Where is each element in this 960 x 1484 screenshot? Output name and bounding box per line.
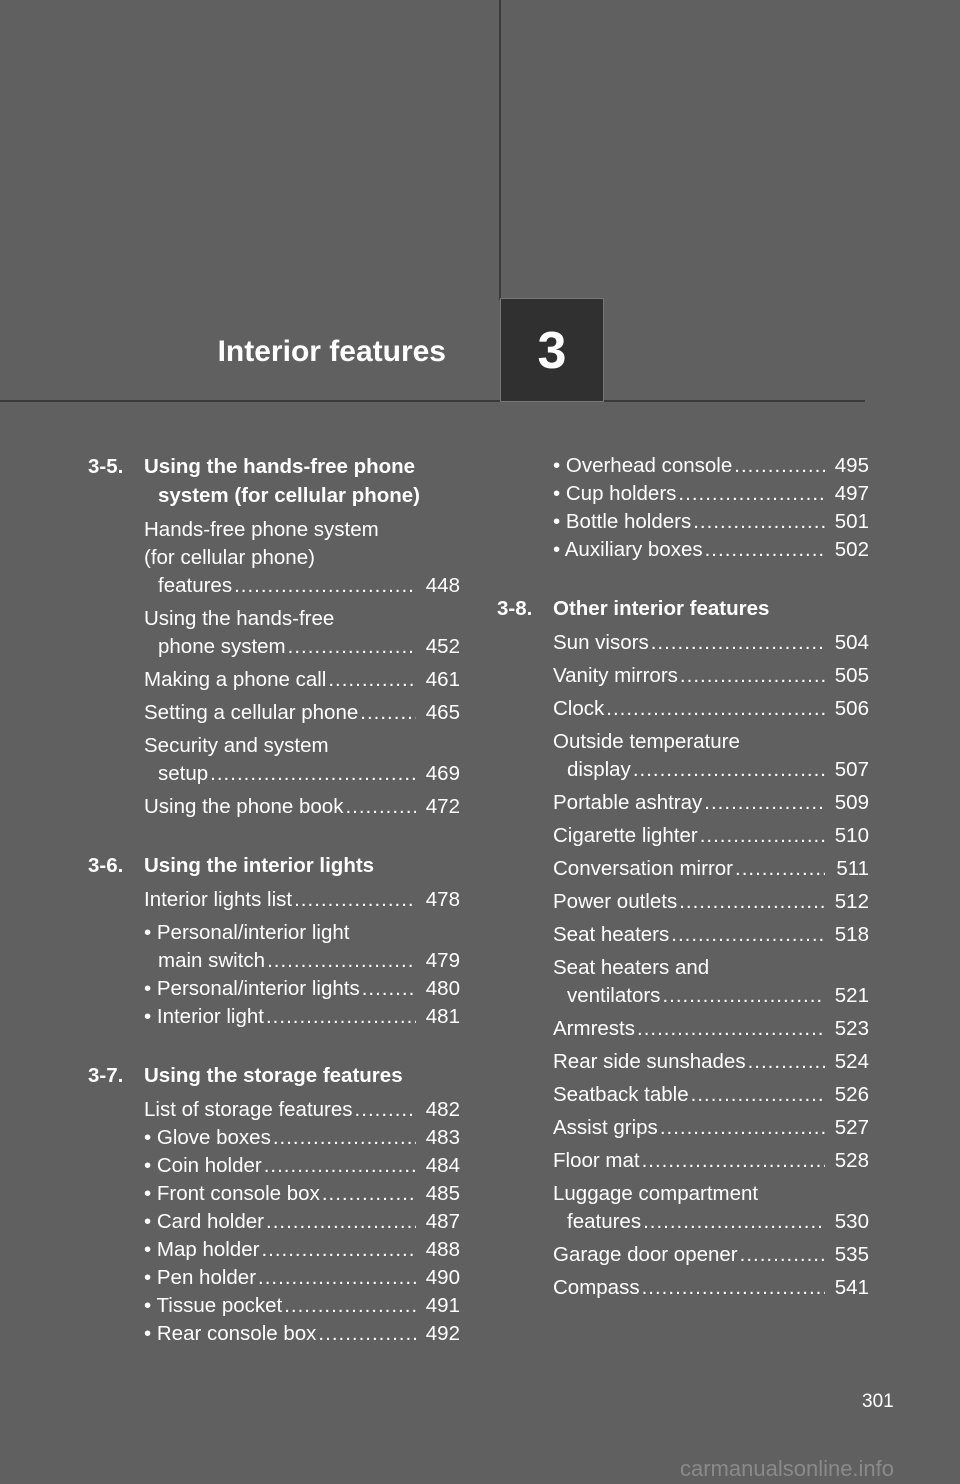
watermark: carmanualsonline.info [680, 1456, 895, 1481]
toc-page-number: 541 [834, 1276, 869, 1299]
toc-entry[interactable] [553, 662, 869, 690]
section-title-line: system (for cellular phone) [158, 484, 421, 507]
toc-entry-line [144, 1320, 460, 1348]
toc-entry[interactable] [144, 516, 460, 600]
dot-leader [642, 1274, 825, 1302]
toc-page-number: 481 [425, 1005, 460, 1028]
section-title-line: Other interior features [553, 597, 770, 620]
toc-entry-line [553, 982, 869, 1010]
toc-entry-label: Garage door opener [553, 1243, 738, 1266]
toc-entry[interactable] [144, 975, 460, 1003]
toc-page-number: 465 [425, 701, 460, 724]
dot-leader [322, 1180, 416, 1208]
toc-entry[interactable] [553, 888, 869, 916]
toc-entry-text: Security and system [144, 734, 329, 757]
toc-entry-text: Seat heaters and [553, 956, 710, 979]
toc-entry-label: Cigarette lighter [553, 824, 698, 847]
toc-entry-label: Conversation mirror [553, 857, 733, 880]
toc-page-number: 495 [834, 454, 869, 477]
section-title-line: Using the storage features [144, 1064, 403, 1087]
toc-entry-text: Hands-free phone system [144, 518, 379, 541]
toc-entry-text: Outside temperature [553, 730, 740, 753]
toc-entry[interactable] [144, 605, 460, 661]
toc-right-column [497, 452, 869, 1307]
toc-page-number: 526 [834, 1083, 869, 1106]
toc-page-number: 497 [834, 482, 869, 505]
toc-entry-label: Assist grips [553, 1116, 658, 1139]
toc-entry-label: display [567, 758, 631, 781]
toc-page-number: 504 [834, 631, 869, 654]
toc-entry-text: (for cellular phone) [144, 546, 315, 569]
toc-entry-label: features [567, 1210, 642, 1233]
dot-leader [266, 1208, 416, 1236]
toc-entry-text: Using the hands-free [144, 607, 335, 630]
toc-entry[interactable] [553, 480, 869, 508]
toc-entry[interactable] [553, 1015, 869, 1043]
toc-entry-label: • Pen holder [144, 1266, 257, 1289]
toc-entry-label: main switch [158, 949, 266, 972]
toc-entry[interactable] [553, 822, 869, 850]
dot-leader [234, 572, 416, 600]
section-number: 3-8. [497, 597, 533, 620]
dot-leader [360, 699, 416, 727]
header-divider-horizontal [0, 400, 865, 402]
dot-leader [693, 508, 825, 536]
toc-entry-line [144, 975, 460, 1003]
dot-leader [266, 1003, 416, 1031]
toc-entry-line [553, 1241, 869, 1269]
dot-leader [264, 1152, 416, 1180]
toc-entry-line [144, 1096, 460, 1124]
toc-entry-line [553, 1114, 869, 1142]
toc-page-number: 487 [425, 1210, 460, 1233]
toc-entry[interactable] [553, 789, 869, 817]
toc-entry[interactable] [144, 1320, 460, 1348]
toc-entry[interactable] [144, 919, 460, 975]
toc-page-number: 483 [425, 1126, 460, 1149]
toc-entry-line [144, 1180, 460, 1208]
toc-entry-line [144, 666, 460, 694]
dot-leader [362, 975, 416, 1003]
toc-page-number: 502 [834, 538, 869, 561]
toc-page-number: 492 [425, 1322, 460, 1345]
toc-entry[interactable] [553, 1147, 869, 1175]
toc-entry-line [553, 789, 869, 817]
toc-entry-label: Vanity mirrors [553, 664, 678, 687]
dot-leader [643, 1208, 825, 1236]
toc-page-number: 511 [836, 857, 869, 880]
toc-entry[interactable] [144, 793, 460, 821]
toc-page-number: 452 [425, 635, 460, 658]
dot-leader [267, 947, 416, 975]
section-title [88, 1061, 460, 1090]
toc-entry-label: Power outlets [553, 890, 678, 913]
toc-entry-label: Portable ashtray [553, 791, 703, 814]
toc-entry-text: Luggage compartment [553, 1182, 759, 1205]
toc-entry[interactable] [144, 666, 460, 694]
toc-page-number: 506 [834, 697, 869, 720]
dot-leader [355, 1096, 416, 1124]
dot-leader [748, 1048, 825, 1076]
section-number: 3-5. [88, 455, 124, 478]
toc-entry-label: ventilators [567, 984, 661, 1007]
toc-entry[interactable] [144, 1264, 460, 1292]
dot-leader [705, 536, 825, 564]
toc-entry-label: • Coin holder [144, 1154, 262, 1177]
dot-leader [633, 756, 825, 784]
toc-entry[interactable] [553, 1081, 869, 1109]
toc-page-number: 535 [834, 1243, 869, 1266]
section-title [497, 594, 869, 623]
dot-leader [678, 480, 825, 508]
section-title-line: Using the interior lights [144, 854, 375, 877]
toc-entry-line [144, 1152, 460, 1180]
toc-entry-line [144, 1124, 460, 1152]
toc-entry[interactable] [144, 732, 460, 788]
toc-page-number: 472 [425, 795, 460, 818]
toc-entry-label: Compass [553, 1276, 640, 1299]
toc-entry[interactable] [144, 1003, 460, 1031]
toc-entry[interactable] [553, 695, 869, 723]
header-divider-vertical [499, 0, 501, 300]
section-number: 3-6. [88, 854, 124, 877]
toc-entry-label: Rear side sunshades [553, 1050, 746, 1073]
toc-entry-label: • Map holder [144, 1238, 260, 1261]
chapter-number-box: 3 [500, 298, 604, 402]
toc-entry-line [144, 1003, 460, 1031]
section-heading [88, 452, 460, 510]
toc-entry-label: Using the phone book [144, 795, 344, 818]
dot-leader [261, 1236, 416, 1264]
toc-entry-line [553, 695, 869, 723]
toc-entry-label: • Tissue pocket [144, 1294, 283, 1317]
toc-entry-line [144, 1208, 460, 1236]
toc-page-number: 448 [425, 574, 460, 597]
toc-entry[interactable] [144, 1208, 460, 1236]
dot-leader [671, 921, 825, 949]
toc-page-number: 482 [425, 1098, 460, 1121]
dot-leader [691, 1081, 825, 1109]
toc-entry-label: • Auxiliary boxes [553, 538, 703, 561]
toc-entry-label: • Card holder [144, 1210, 264, 1233]
toc-entry-label: • Front console box [144, 1182, 320, 1205]
section-number: 3-7. [88, 1064, 124, 1087]
toc-left-column [88, 452, 460, 1348]
toc-entry-label: Armrests [553, 1017, 635, 1040]
dot-leader [660, 1114, 825, 1142]
chapter-title: Interior features [217, 335, 446, 368]
dot-leader [651, 629, 825, 657]
toc-entry[interactable] [553, 1180, 869, 1236]
toc-page-number: 488 [425, 1238, 460, 1261]
toc-entry[interactable] [553, 629, 869, 657]
toc-entry-line [144, 760, 460, 788]
dot-leader [606, 695, 825, 723]
dot-leader [662, 982, 825, 1010]
dot-leader [735, 855, 825, 883]
toc-entry-label: Interior lights list [144, 888, 293, 911]
toc-entry-line [144, 1292, 460, 1320]
toc-page-number: 505 [834, 664, 869, 687]
toc-page-number: 485 [425, 1182, 460, 1205]
toc-entry[interactable] [553, 921, 869, 949]
dot-leader [328, 666, 416, 694]
toc-entry[interactable] [553, 728, 869, 784]
toc-entry-label: • Interior light [144, 1005, 264, 1028]
toc-page-number: 528 [834, 1149, 869, 1172]
section-heading [88, 851, 460, 880]
dot-leader [210, 760, 416, 788]
dot-leader [258, 1264, 416, 1292]
toc-entry-label: List of storage features [144, 1098, 353, 1121]
toc-entry-line [553, 1015, 869, 1043]
dot-leader [679, 888, 825, 916]
toc-entry-line [553, 888, 869, 916]
dot-leader [740, 1241, 825, 1269]
toc-entry-line [553, 1081, 869, 1109]
toc-page-number: 469 [425, 762, 460, 785]
dot-leader [318, 1320, 416, 1348]
toc-entry[interactable] [144, 1180, 460, 1208]
toc-entry-line [553, 1147, 869, 1175]
toc-entry-label: • Bottle holders [553, 510, 692, 533]
toc-entry[interactable] [553, 508, 869, 536]
toc-page-number: 518 [834, 923, 869, 946]
dot-leader [704, 789, 825, 817]
toc-entry-label: phone system [158, 635, 286, 658]
toc-page-number: 510 [834, 824, 869, 847]
section-heading [497, 594, 869, 623]
toc-entry-label: Sun visors [553, 631, 649, 654]
toc-entry-label: Making a phone call [144, 668, 327, 691]
toc-entry[interactable] [553, 1241, 869, 1269]
toc-entry-label: setup [158, 762, 209, 785]
toc-page-number: 521 [834, 984, 869, 1007]
dot-leader [642, 1147, 825, 1175]
toc-entry-line [553, 1048, 869, 1076]
toc-entry[interactable] [553, 1274, 869, 1302]
dot-leader [288, 633, 416, 661]
toc-page-number: 501 [834, 510, 869, 533]
toc-page-number: 507 [834, 758, 869, 781]
toc-page-number: 484 [425, 1154, 460, 1177]
toc-page-number: 509 [834, 791, 869, 814]
toc-entry-line [553, 536, 869, 564]
toc-entry-label: Floor mat [553, 1149, 640, 1172]
toc-entry-line [144, 633, 460, 661]
toc-page-number: 527 [834, 1116, 869, 1139]
dot-leader [700, 822, 825, 850]
toc-page-number: 524 [834, 1050, 869, 1073]
toc-entry-label: • Cup holders [553, 482, 677, 505]
dot-leader [284, 1292, 416, 1320]
toc-entry-label: Clock [553, 697, 605, 720]
toc-page-number: 523 [834, 1017, 869, 1040]
toc-entry-label: • Overhead console [553, 454, 733, 477]
toc-entry-label: • Glove boxes [144, 1126, 271, 1149]
toc-entry[interactable] [144, 1096, 460, 1124]
toc-page-number: 491 [425, 1294, 460, 1317]
toc-entry[interactable] [144, 886, 460, 914]
section-title [88, 851, 460, 880]
toc-entry-line [553, 662, 869, 690]
toc-page-number: 461 [425, 668, 460, 691]
dot-leader [734, 452, 825, 480]
toc-entry[interactable] [553, 954, 869, 1010]
toc-entry[interactable] [553, 1114, 869, 1142]
toc-entry[interactable] [144, 1292, 460, 1320]
toc-page-number: 490 [425, 1266, 460, 1289]
toc-page-number: 530 [834, 1210, 869, 1233]
dot-leader [345, 793, 416, 821]
page-number: 301 [862, 1391, 894, 1412]
toc-entry[interactable] [144, 1124, 460, 1152]
dot-leader [273, 1124, 416, 1152]
toc-entry-label: • Personal/interior lights [144, 977, 360, 1000]
section-heading [88, 1061, 460, 1090]
toc-entry-label: • Rear console box [144, 1322, 317, 1345]
toc-entry-line [144, 1236, 460, 1264]
toc-entry-text: • Personal/interior light [144, 921, 350, 944]
toc-entry-line [553, 756, 869, 784]
toc-page-number: 512 [834, 890, 869, 913]
toc-entry[interactable] [144, 1152, 460, 1180]
toc-entry[interactable] [553, 1048, 869, 1076]
toc-entry-label: Seatback table [553, 1083, 689, 1106]
toc-entry[interactable] [553, 452, 869, 480]
toc-entry[interactable] [144, 1236, 460, 1264]
toc-entry-line [144, 699, 460, 727]
toc-entry-line [144, 793, 460, 821]
dot-leader [294, 886, 416, 914]
toc-entry-label: features [158, 574, 233, 597]
toc-entry-line [553, 480, 869, 508]
toc-entry-line [553, 921, 869, 949]
toc-entry-line [553, 452, 869, 480]
toc-entry-line [553, 629, 869, 657]
toc-entry-label: Seat heaters [553, 923, 670, 946]
toc-entry[interactable] [553, 536, 869, 564]
dot-leader [637, 1015, 825, 1043]
toc-entry-line [553, 855, 869, 883]
toc-entry[interactable] [553, 855, 869, 883]
toc-entry-line [553, 1208, 869, 1236]
toc-page-number: 479 [425, 949, 460, 972]
section-title [88, 452, 460, 510]
toc-entry-line [553, 1274, 869, 1302]
toc-entry-label: Setting a cellular phone [144, 701, 359, 724]
toc-page-number: 478 [425, 888, 460, 911]
dot-leader [680, 662, 825, 690]
toc-entry-line [553, 508, 869, 536]
toc-entry-line [144, 947, 460, 975]
toc-entry[interactable] [144, 699, 460, 727]
toc-page-number: 480 [425, 977, 460, 1000]
section-title-line: Using the hands-free phone [144, 455, 416, 478]
toc-entry-line [144, 572, 460, 600]
toc-entry-line [144, 886, 460, 914]
toc-entry-line [553, 822, 869, 850]
toc-entry-line [144, 1264, 460, 1292]
